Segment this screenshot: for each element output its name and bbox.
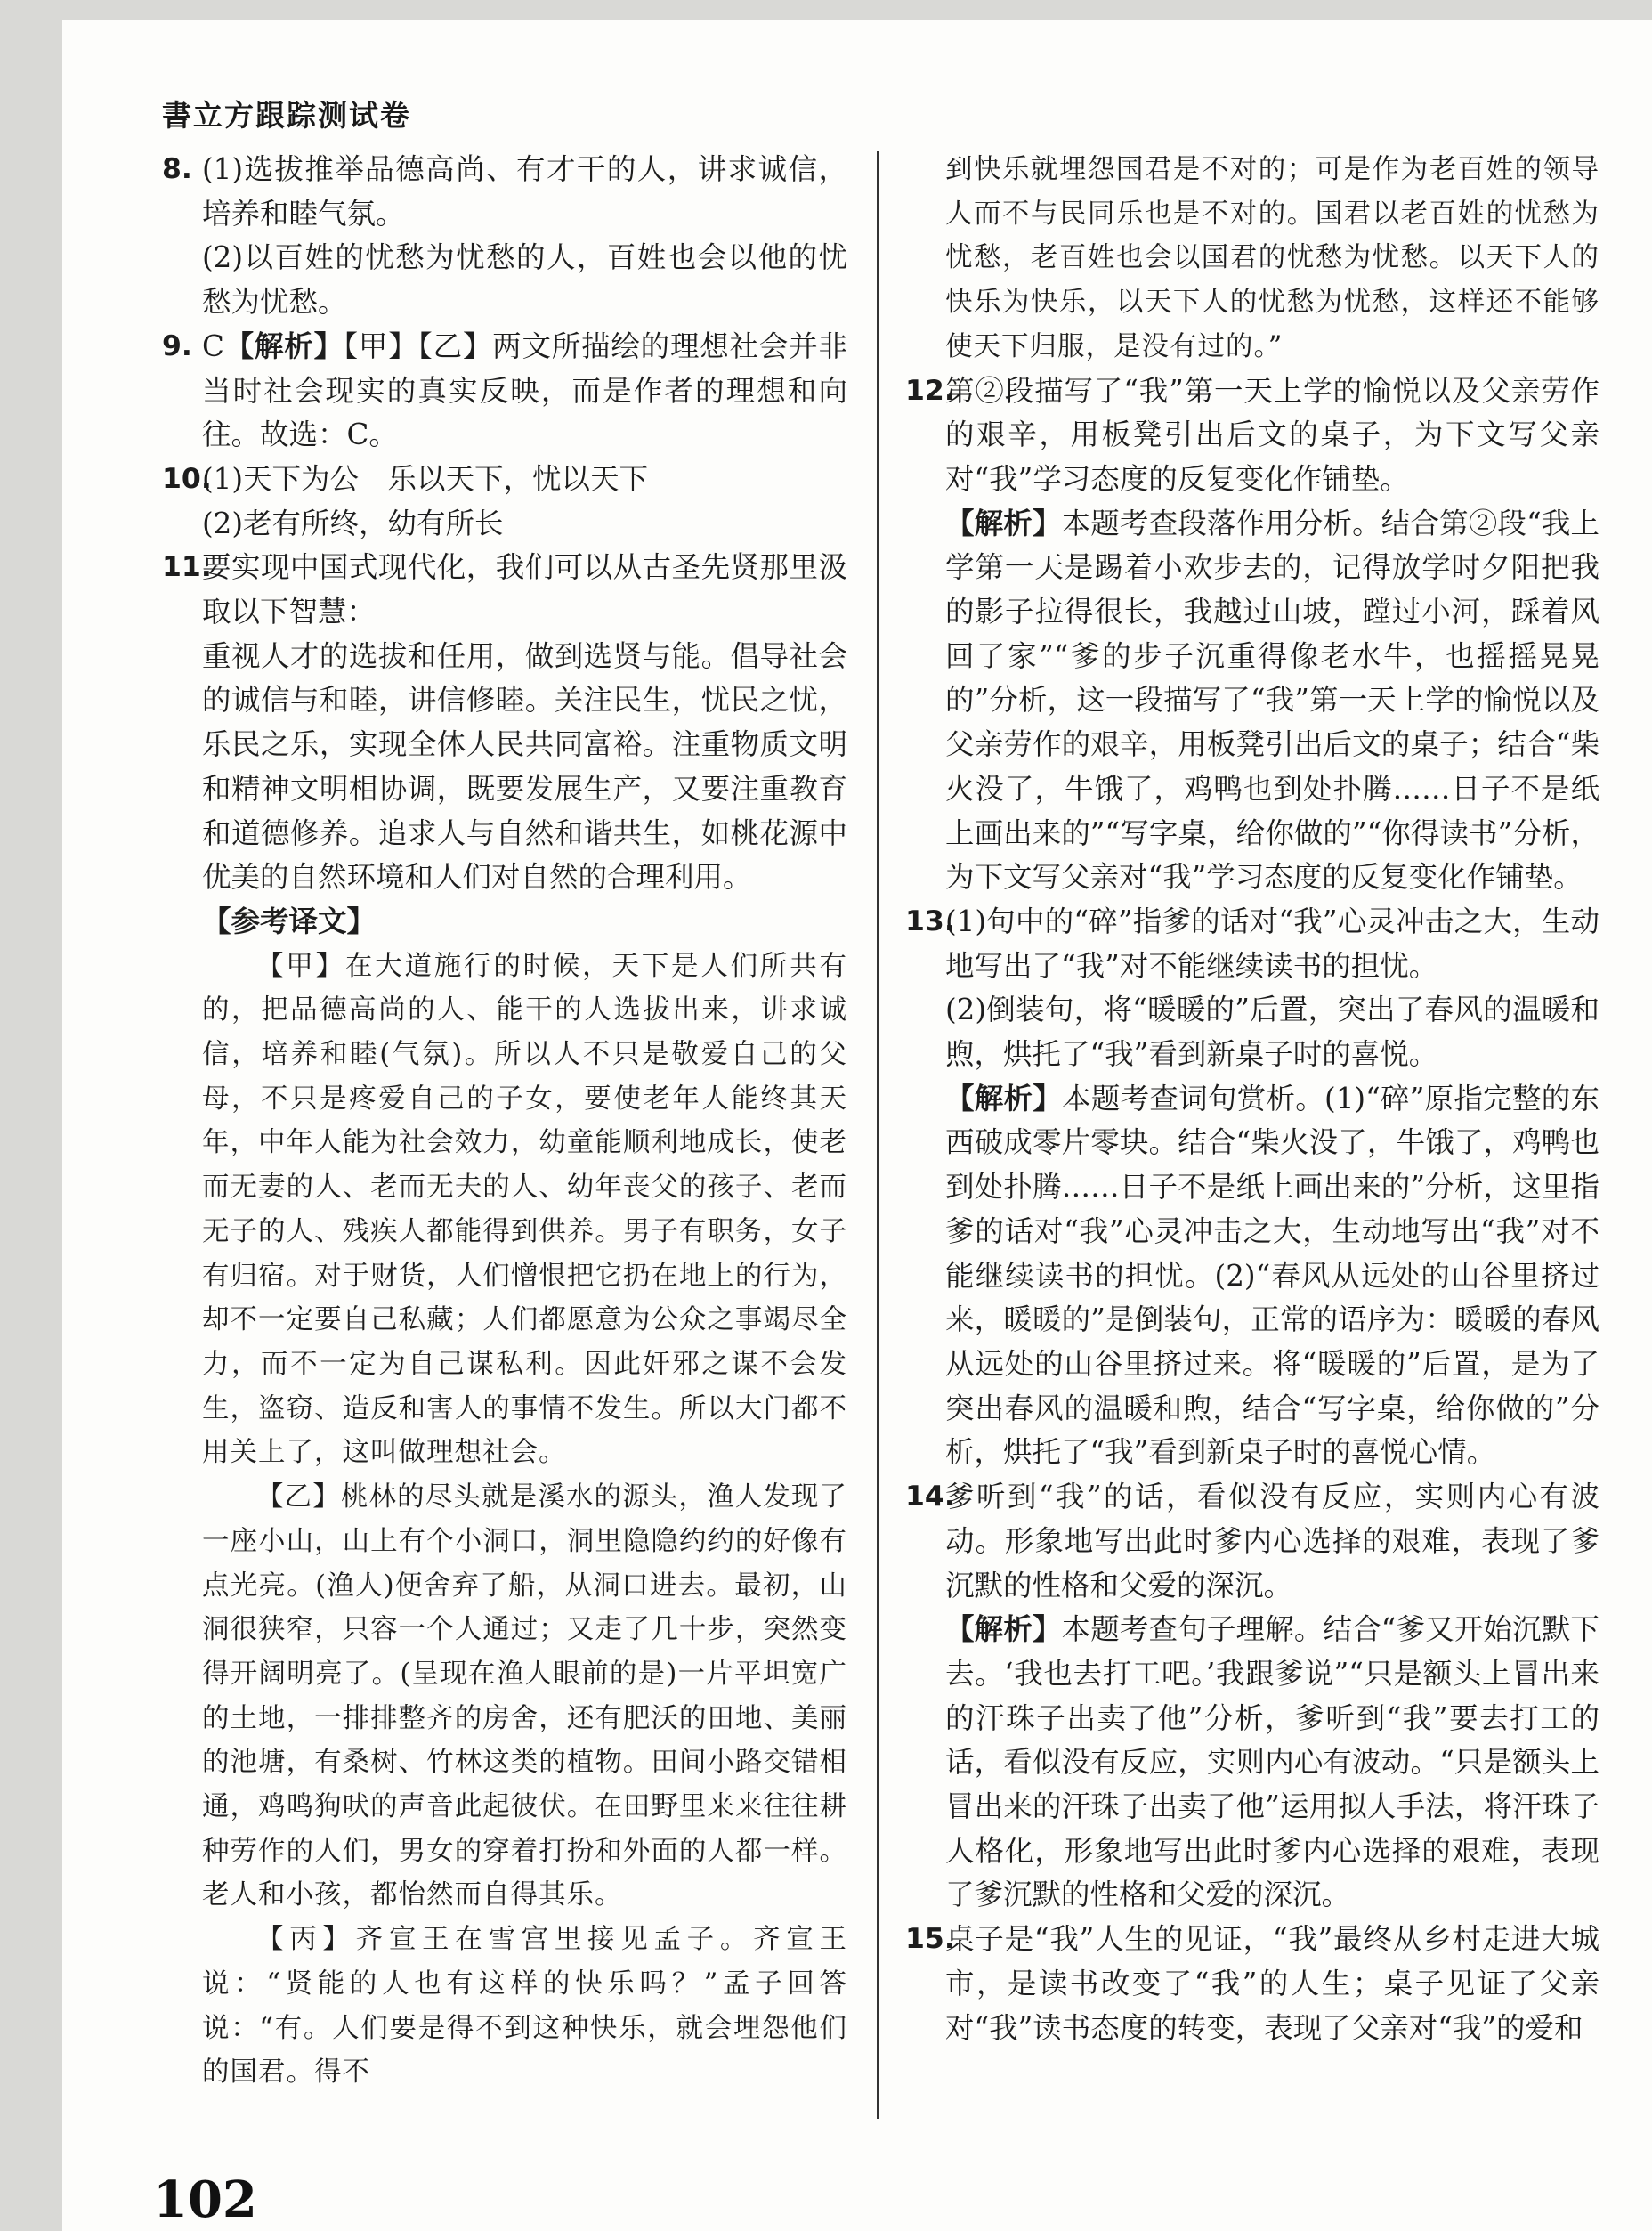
reference-translation-title: 【参考译文】 — [202, 904, 377, 938]
translation-bing-continued: 到快乐就埋怨国君是不对的；可是作为老百姓的领导人而不与民同乐也是不对的。国君以老百姓的忧愁为忧愁，老百姓也会以国君的忧愁为忧愁。以天下人的快乐为快乐，以天下人的忧愁为忧愁，这样还不能够使天下归服，是没有过的。” — [945, 154, 1599, 362]
answer-text: (2)倒装句，将“暖暖的”后置，突出了春风的温暖和煦，烘托了“我”看到新桌子时的喜悦。 — [945, 993, 1599, 1072]
answer-text: (1)选拔推举品德高尚、有才干的人，讲求诚信，培养和睦气氛。 — [202, 152, 847, 231]
analysis-tag: 【解析】 — [945, 506, 1062, 540]
analysis-tag: 【解析】 — [945, 1081, 1063, 1116]
answer-text: 爹听到“我”的话，看似没有反应，实则内心有波动。形象地写出此时爹内心选择的艰难，表现了爹沉默的性格和父爱的深沉。 — [945, 1480, 1599, 1602]
left-column — [162, 148, 847, 2095]
question-number: 8. — [162, 153, 192, 185]
question-number: 14. — [905, 1481, 955, 1513]
answer-text: 要实现中国式现代化，我们可以从古圣先贤那里汲取以下智慧： — [202, 550, 847, 629]
answer-12 — [905, 369, 1599, 900]
analysis-text: 本题考查句子理解。结合“爹又开始沉默下去。‘我也去打工吧。’我跟爹说”“只是额头上冒出来的汗珠子出卖了他”分析，爹听到“我”要去打工的话，看似没有反应，实则内心有波动。“只是额头上冒出来的汗珠子出卖了他”运用拟人手法，将汗珠子人格化，形象地写出此时爹内心选择的艰难，表现了爹沉默的性格和父爱的深沉。 — [945, 1612, 1599, 1912]
answer-13 — [905, 900, 1599, 1475]
question-number: 10. — [162, 462, 212, 495]
question-number: 9. — [162, 329, 192, 362]
page-header-title: 書立方跟踪测试卷 — [162, 98, 411, 133]
right-column — [905, 148, 1599, 2050]
question-number: 11. — [162, 551, 212, 584]
answer-8 — [162, 148, 847, 325]
question-number: 15. — [905, 1923, 955, 1956]
answer-15 — [905, 1918, 1599, 2050]
question-number: 13. — [905, 905, 955, 937]
answer-text: (2)以百姓的忧愁为忧愁的人，百姓也会以他的忧愁为忧愁。 — [202, 240, 847, 320]
answer-9 — [162, 325, 847, 458]
translation-continued — [905, 148, 1599, 369]
answer-text: (2)老有所终，幼有所长 — [202, 506, 504, 540]
analysis-paragraph — [945, 1608, 1599, 1918]
answer-choice: C — [202, 329, 224, 363]
answer-text: 第②段描写了“我”第一天上学的愉悦以及父亲劳作的艰辛，用板凳引出后文的桌子，为下文写父亲对“我”学习态度的反复变化作铺垫。 — [945, 373, 1599, 496]
translation-jia: 【甲】在大道施行的时候，天下是人们所共有的，把品德高尚的人、能干的人选拔出来，讲求诚信，培养和睦(气氛)。所以人不只是敬爱自己的父母，不只是疼爱自己的子女，要使老年人能终其天年，中年人能为社会效力，幼童能顺利地成长，使老而无妻的人、老而无夫的人、幼年丧父的孩子、老而无子的人、残疾人都能得到供养。男子有职务，女子有归宿。对于财货，人们憎恨把它扔在地上的行为，却不一定要自己私藏；人们都愿意为公众之事竭尽全力，而不一定为自己谋私利。因此奸邪之谋不会发生，盗窃、造反和害人的事情不发生。所以大门都不用关上了，这叫做理想社会。 — [202, 950, 847, 1469]
analysis-tag: 【解析】 — [223, 329, 344, 363]
analysis-text: 本题考查段落作用分析。结合第②段“我上学第一天是踢着小欢步去的，记得放学时夕阳把我的影子拉得很长，我越过山坡，蹚过小河，踩着风回了家”“爹的步子沉重得像老水牛，也摇摇晃晃的”分析，这一段描写了“我”第一天上学的愉悦以及父亲劳作的艰辛，用板凳引出后文的桌子；结合“柴火没了，牛饿了，鸡鸭也到处扑腾……日子不是纸上画出来的”“写字桌，给你做的”“你得读书”分析，为下文写父亲对“我”学习态度的反复变化作铺垫。 — [945, 506, 1599, 895]
answer-text — [202, 325, 847, 458]
translation-yi: 【乙】桃林的尽头就是溪水的源头，渔人发现了一座小山，山上有个小洞口，洞里隐隐约约的好像有点光亮。(渔人)便舍弃了船，从洞口进去。最初，山洞很狭窄，只容一个人通过；又走了几十步，突然变得开阔明亮了。(呈现在渔人眼前的是)一片平坦宽广的土地，一排排整齐的房舍，还有肥沃的田地、美丽的池塘，有桑树、竹林这类的植物。田间小路交错相通，鸡鸣狗吠的声音此起彼伏。在田野里来来往往耕种劳作的人们，男女的穿着打扮和外面的人都一样。老人和小孩，都怡然而自得其乐。 — [202, 1481, 847, 1911]
analysis-paragraph — [945, 502, 1599, 900]
analysis-paragraph — [945, 1077, 1599, 1475]
answer-text: (1)句中的“碎”指爹的话对“我”心灵冲击之大，生动地写出了“我”对不能继续读书的担忧。 — [945, 904, 1599, 983]
answer-10 — [162, 458, 847, 546]
column-divider — [877, 151, 879, 2119]
answer-14 — [905, 1475, 1599, 1918]
answer-text: (1)天下为公 乐以天下，忧以天下 — [202, 461, 649, 496]
answer-text: 重视人才的选拔和任用，做到选贤与能。倡导社会的诚信与和睦，讲信修睦。关注民生，忧民之忧，乐民之乐，实现全体人民共同富裕。注重物质文明和精神文明相协调，既要发展生产，又要注重教育和道德修养。追求人与自然和谐共生，如桃花源中优美的自然环境和人们对自然的合理利用。 — [202, 638, 847, 895]
analysis-text: 本题考查词句赏析。(1)“碎”原指完整的东西破成零片零块。结合“柴火没了，牛饿了，鸡鸭也到处扑腾……日子不是纸上画出来的”分析，这里指爹的话对“我”心灵冲击之大，生动地写出“我”对不能继续读书的担忧。(2)“春风从远处的山谷里挤过来，暖暖的”是倒装句，正常的语序为：暖暖的春风从远处的山谷里挤过来。将“暖暖的”后置，是为了突出春风的温暖和煦，结合“写字桌，给你做的”分析，烘托了“我”看到新桌子时的喜悦心情。 — [945, 1081, 1599, 1470]
answer-11 — [162, 546, 847, 2095]
translation-bing: 【丙】齐宣王在雪宫里接见孟子。齐宣王说：“贤能的人也有这样的快乐吗？”孟子回答说：“有。人们要是得不到这种快乐，就会埋怨他们的国君。得不 — [202, 1924, 847, 2089]
page-number: 102 — [153, 2170, 257, 2229]
analysis-text: 【甲】【乙】两文所描绘的理想社会并非当时社会现实的真实反映，而是作者的理想和向往。故选：C。 — [202, 329, 847, 452]
answer-text: 桌子是“我”人生的见证，“我”最终从乡村走进大城市，是读书改变了“我”的人生；桌子见证了父亲对“我”读书态度的转变，表现了父亲对“我”的爱和 — [945, 1922, 1599, 2045]
analysis-tag: 【解析】 — [945, 1612, 1062, 1647]
question-number: 12. — [905, 374, 955, 407]
